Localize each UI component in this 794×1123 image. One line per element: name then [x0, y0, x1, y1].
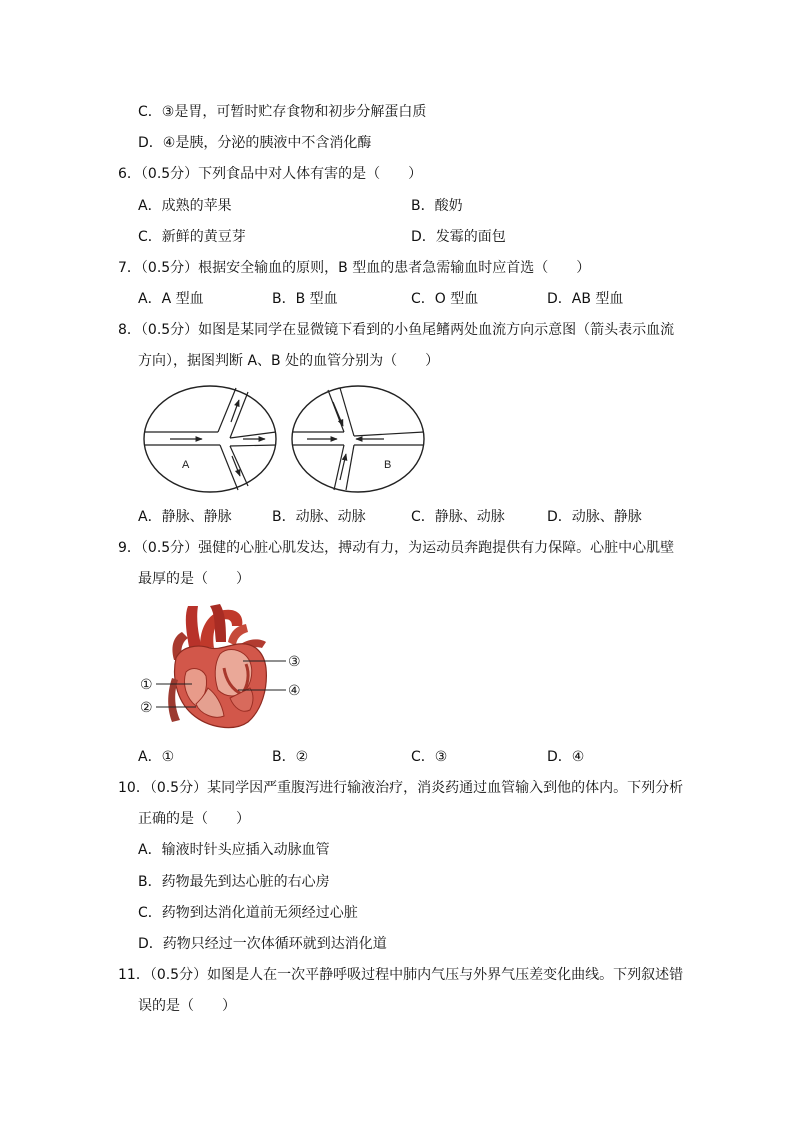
heart-label-2: ②: [140, 699, 153, 715]
q9-option-d: D．④: [547, 749, 585, 765]
q9-stem-line1: 9．（0.5分）强健的心脏心肌发达，搏动有力，为运动员奔跑提供有力保障。心脏中心肌壁: [118, 540, 675, 556]
heart-illustration: [168, 604, 266, 728]
q5-option-d: D．④是胰，分泌的胰液中不含消化酶: [138, 135, 372, 151]
q10-option-a: A．输液时针头应插入动脉血管: [138, 842, 330, 858]
q5-option-c: C．③是胃，可暂时贮存食物和初步分解蛋白质: [138, 104, 427, 120]
q8-option-a: A．静脉、静脉: [138, 509, 232, 525]
vessel-diagram-a: [144, 386, 276, 492]
q8-option-d: D．动脉、静脉: [547, 509, 642, 525]
q9-option-c: C．③: [411, 749, 448, 765]
vessel-diagram-b: [292, 386, 424, 492]
q10-stem-line1: 10．（0.5分）某同学因严重腹泻进行输液治疗，消炎药通过血管输入到他的体内。下列分析: [118, 780, 684, 796]
vessel-label-b: B: [384, 459, 392, 471]
q6-option-d: D．发霉的面包: [411, 229, 506, 245]
q7-option-c: C．O 型血: [411, 291, 479, 307]
q8-stem-line2: 方向），据图判断 A、B 处的血管分别为（ ）: [138, 353, 440, 369]
q6-option-a: A．成熟的苹果: [138, 198, 232, 214]
q9-option-b: B．②: [272, 749, 309, 765]
heart-figure: [138, 602, 308, 734]
q6-option-b: B．酸奶: [411, 198, 463, 214]
q8-option-b: B．动脉、动脉: [272, 509, 366, 525]
q8-stem-line1: 8．（0.5分）如图是某同学在显微镜下看到的小鱼尾鳍两处血流方向示意图（箭头表示血流: [118, 322, 675, 338]
heart-label-4: ④: [288, 682, 301, 698]
q10-option-d: D．药物只经过一次体循环就到达消化道: [138, 936, 387, 952]
q11-stem-line1: 11．（0.5分）如图是人在一次平静呼吸过程中肺内气压与外界气压差变化曲线。下列叙述错: [118, 967, 684, 983]
q7-option-a: A．A 型血: [138, 291, 204, 307]
q7-option-d: D．AB 型血: [547, 291, 624, 307]
q7-stem: 7．（0.5分）根据安全输血的原则，B 型血的患者急需输血时应首选（ ）: [118, 260, 591, 276]
q6-option-c: C．新鲜的黄豆芽: [138, 229, 246, 245]
heart-label-3: ③: [288, 653, 301, 669]
q9-option-a: A．①: [138, 749, 175, 765]
q6-stem: 6．（0.5分）下列食品中对人体有害的是（ ）: [118, 166, 423, 182]
q7-option-b: B．B 型血: [272, 291, 338, 307]
blood-flow-figure: [140, 384, 430, 498]
q10-stem-line2: 正确的是（ ）: [138, 811, 250, 827]
q11-stem-line2: 误的是（ ）: [138, 998, 236, 1014]
vessel-label-a: A: [182, 459, 190, 471]
q8-option-c: C．静脉、动脉: [411, 509, 505, 525]
q9-stem-line2: 最厚的是（ ）: [138, 571, 250, 587]
heart-label-1: ①: [140, 676, 153, 692]
q10-option-b: B．药物最先到达心脏的右心房: [138, 874, 330, 890]
q10-option-c: C．药物到达消化道前无须经过心脏: [138, 905, 358, 921]
